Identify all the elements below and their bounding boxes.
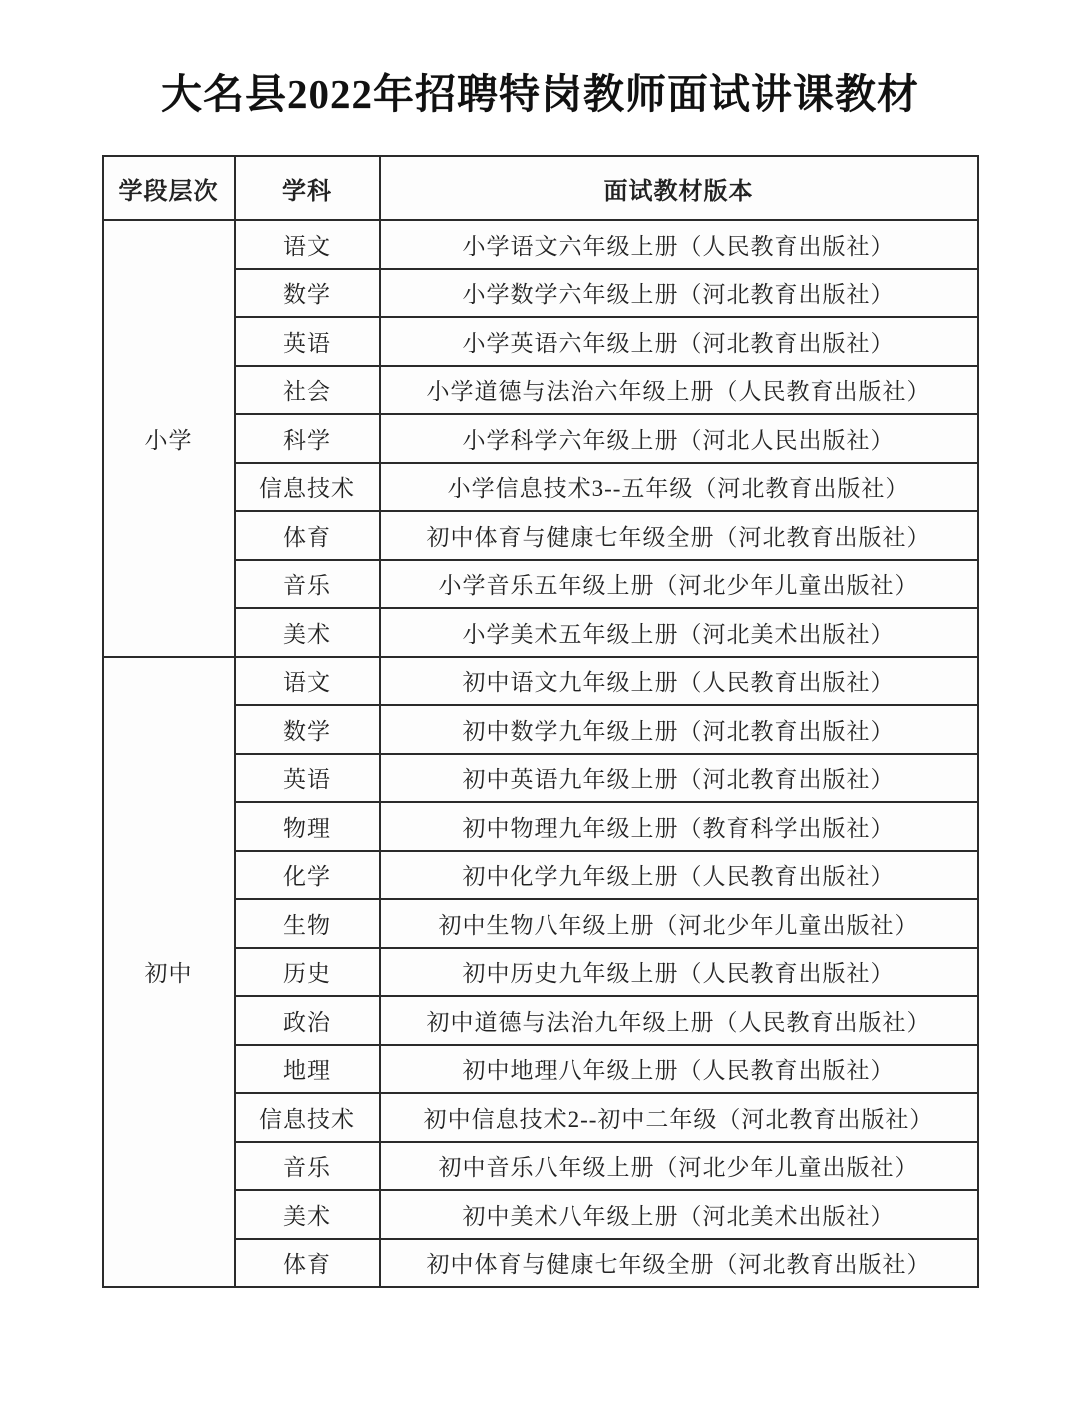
subject-cell: 英语: [235, 317, 380, 366]
subject-cell: 政治: [235, 996, 380, 1045]
textbook-cell: 初中信息技术2--初中二年级（河北教育出版社）: [380, 1093, 978, 1142]
table-row: [103, 1045, 978, 1094]
textbook-cell: 小学道德与法治六年级上册（人民教育出版社）: [380, 366, 978, 415]
subject-cell: 社会: [235, 366, 380, 415]
textbook-cell: 初中化学九年级上册（人民教育出版社）: [380, 851, 978, 900]
textbook-cell: 初中语文九年级上册（人民教育出版社）: [380, 657, 978, 706]
header-row: [103, 156, 978, 220]
subject-cell: 语文: [235, 220, 380, 269]
table-row: [103, 1093, 978, 1142]
table-row: [103, 996, 978, 1045]
subject-cell: 信息技术: [235, 463, 380, 512]
subject-cell: 地理: [235, 1045, 380, 1094]
textbook-cell: 初中美术八年级上册（河北美术出版社）: [380, 1190, 978, 1239]
textbook-cell: 小学数学六年级上册（河北教育出版社）: [380, 269, 978, 318]
table-row: [103, 1190, 978, 1239]
textbook-cell: 小学语文六年级上册（人民教育出版社）: [380, 220, 978, 269]
textbook-cell: 初中体育与健康七年级全册（河北教育出版社）: [380, 1239, 978, 1288]
table-row: [103, 1142, 978, 1191]
table-row: [103, 608, 978, 657]
subject-cell: 信息技术: [235, 1093, 380, 1142]
table-row: [103, 948, 978, 997]
table-row: [103, 317, 978, 366]
table-row: [103, 851, 978, 900]
textbook-cell: 初中地理八年级上册（人民教育出版社）: [380, 1045, 978, 1094]
table-row: [103, 366, 978, 415]
table-row: [103, 220, 978, 269]
textbook-table: [102, 155, 979, 1288]
table-row: [103, 414, 978, 463]
table-row: [103, 802, 978, 851]
textbook-cell: 初中体育与健康七年级全册（河北教育出版社）: [380, 511, 978, 560]
subject-cell: 历史: [235, 948, 380, 997]
subject-cell: 生物: [235, 899, 380, 948]
table-row: [103, 269, 978, 318]
subject-cell: 化学: [235, 851, 380, 900]
subject-cell: 体育: [235, 511, 380, 560]
subject-cell: 物理: [235, 802, 380, 851]
subject-cell: 美术: [235, 608, 380, 657]
textbook-cell: 小学音乐五年级上册（河北少年儿童出版社）: [380, 560, 978, 609]
textbook-cell: 初中音乐八年级上册（河北少年儿童出版社）: [380, 1142, 978, 1191]
header-textbook-version: 面试教材版本: [380, 156, 978, 220]
textbook-cell: 初中数学九年级上册（河北教育出版社）: [380, 705, 978, 754]
page-title: 大名县2022年招聘特岗教师面试讲课教材: [161, 71, 919, 117]
subject-cell: 英语: [235, 754, 380, 803]
table-row: [103, 899, 978, 948]
subject-cell: 语文: [235, 657, 380, 706]
subject-cell: 体育: [235, 1239, 380, 1288]
textbook-cell: 小学信息技术3--五年级（河北教育出版社）: [380, 463, 978, 512]
subject-cell: 科学: [235, 414, 380, 463]
subject-cell: 音乐: [235, 1142, 380, 1191]
subject-cell: 美术: [235, 1190, 380, 1239]
table-row: [103, 560, 978, 609]
textbook-cell: 小学英语六年级上册（河北教育出版社）: [380, 317, 978, 366]
table-row: [103, 1239, 978, 1288]
subject-cell: 数学: [235, 269, 380, 318]
header-stage-level: 学段层次: [103, 156, 235, 220]
textbook-cell: 初中英语九年级上册（河北教育出版社）: [380, 754, 978, 803]
textbook-cell: 初中物理九年级上册（教育科学出版社）: [380, 802, 978, 851]
textbook-cell: 初中道德与法治九年级上册（人民教育出版社）: [380, 996, 978, 1045]
textbook-cell: 小学美术五年级上册（河北美术出版社）: [380, 608, 978, 657]
subject-cell: 数学: [235, 705, 380, 754]
textbook-cell: 小学科学六年级上册（河北人民出版社）: [380, 414, 978, 463]
table-row: [103, 657, 978, 706]
table-row: [103, 705, 978, 754]
table-row: [103, 463, 978, 512]
stage-cell-junior: 初中: [103, 657, 235, 1288]
subject-cell: 音乐: [235, 560, 380, 609]
textbook-cell: 初中生物八年级上册（河北少年儿童出版社）: [380, 899, 978, 948]
textbook-cell: 初中历史九年级上册（人民教育出版社）: [380, 948, 978, 997]
table-row: [103, 511, 978, 560]
stage-cell-primary: 小学: [103, 220, 235, 657]
header-subject: 学科: [235, 156, 380, 220]
table-row: [103, 754, 978, 803]
